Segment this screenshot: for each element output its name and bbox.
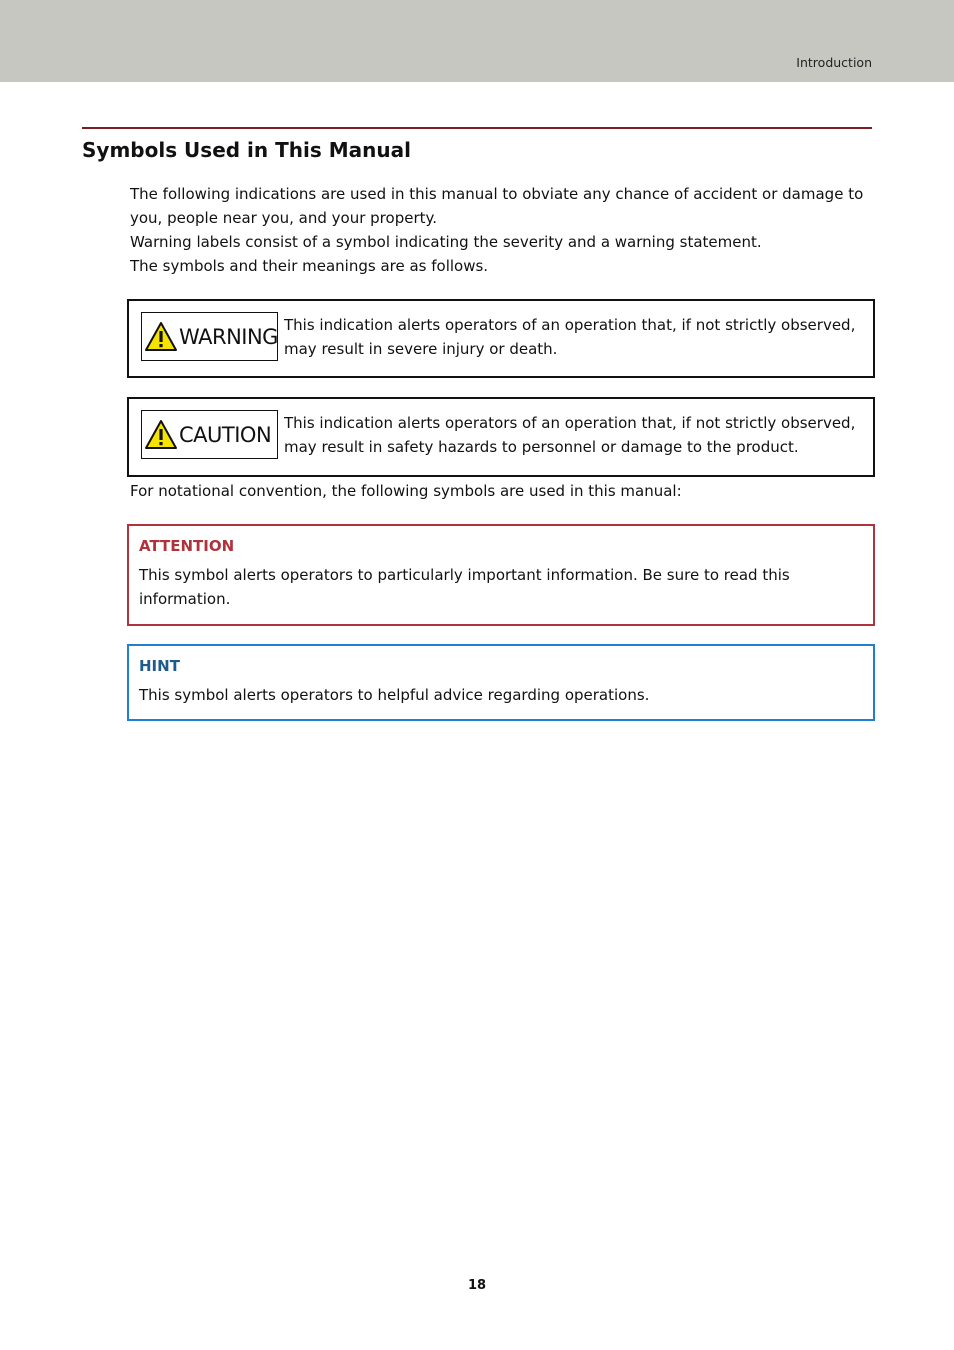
intro-paragraph bbox=[130, 182, 872, 278]
caution-label: CAUTION bbox=[179, 422, 272, 447]
caution-description: This indication alerts operators of an operation that, if not strictly observed, may result in safety hazards to personnel or damage to the product. bbox=[284, 414, 856, 456]
warning-label: WARNING bbox=[179, 324, 278, 349]
hint-callout bbox=[127, 644, 875, 721]
title-rule bbox=[82, 127, 872, 129]
section-label: Introduction bbox=[796, 55, 872, 70]
caution-sign bbox=[141, 410, 278, 459]
warning-sign bbox=[141, 312, 278, 361]
attention-text: This symbol alerts operators to particularly important information. Be sure to read this information. bbox=[139, 566, 790, 608]
intro-line: The following indications are used in this manual to obviate any chance of accident or damage to you, people near you, and your property. bbox=[130, 185, 864, 227]
intro-line: Warning labels consist of a symbol indicating the severity and a warning statement. bbox=[130, 233, 762, 251]
hint-heading: HINT bbox=[139, 657, 180, 675]
warning-triangle-icon bbox=[144, 321, 178, 352]
warning-description: This indication alerts operators of an operation that, if not strictly observed, may result in severe injury or death. bbox=[284, 316, 856, 358]
page-title: Symbols Used in This Manual bbox=[82, 138, 411, 162]
warning-triangle-icon bbox=[144, 419, 178, 450]
caution-box bbox=[127, 397, 875, 477]
page-number: 18 bbox=[467, 1278, 487, 1293]
attention-heading: ATTENTION bbox=[139, 537, 235, 555]
convention-text: For notational convention, the following symbols are used in this manual: bbox=[130, 482, 682, 500]
hint-text: This symbol alerts operators to helpful advice regarding operations. bbox=[139, 686, 650, 704]
warning-box bbox=[127, 299, 875, 378]
attention-callout bbox=[127, 524, 875, 626]
page-header-bar bbox=[0, 0, 954, 82]
intro-line: The symbols and their meanings are as follows. bbox=[130, 257, 489, 275]
